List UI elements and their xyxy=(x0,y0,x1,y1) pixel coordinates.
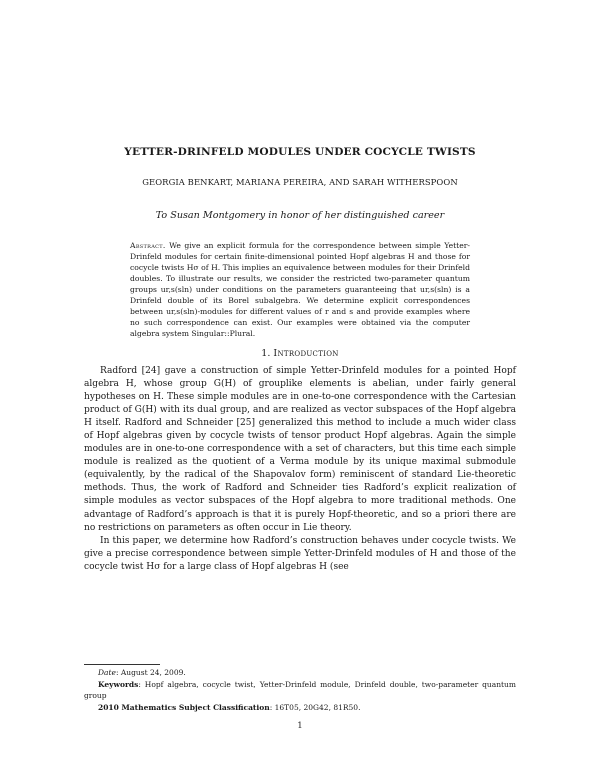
section-heading xyxy=(84,348,516,359)
msc-label: 2010 Mathematics Subject Classification xyxy=(98,702,270,712)
body-text xyxy=(84,365,516,574)
abstract-text: We give an explicit formula for the correspondence between simple Yetter-Drinfeld modules for certain finite-dimensional pointed Hopf algebras H and those for cocycle twists Hσ of H. This implies an equivalence between modules for their Drinfeld doubles. To illustrate our results, we consider the restricted two-parameter quantum groups ur,s(sln) under conditions on the parameters guaranteeing that ur,s(sln) is a Drinfeld double of its Borel subalgebra. We determine explicit correspondences between ur,s(sln)-modules for different values of r and s and provide examples where no such correspondence can exist. Our examples were obtained via the computer algebra system Singular::Plural. xyxy=(130,241,470,339)
footnote-keywords xyxy=(84,679,516,702)
abstract xyxy=(130,240,470,339)
date-label: Date xyxy=(98,668,116,677)
dedication: To Susan Montgomery in honor of her distinguished career xyxy=(155,210,445,221)
paragraph: Radford [24] gave a construction of simple Yetter-Drinfeld modules for a pointed Hopf algebra H, whose group G(H) of grouplike elements is abelian, under fairly general hypotheses on H. These simple modules are in one-to-one correspondence with the Cartesian product of G(H) with its dual group, and are realized as vector subspaces of the Hopf algebra H itself. Radford and Schneider [25] generalized this method to include a much wider class of Hopf algebras given by cocycle twists of tensor product Hopf algebras. Again the simple modules are in one-to-one correspondence with a set of characters, but this time each simple module is realized as the quotient of a Verma module by its unique maximal submodule (equivalently, by the radical of the Shapovalov form) reminiscent of standard Lie-theoretic methods. Thus, the work of Radford and Schneider ties Radford’s explicit realization of simple modules as vector subspaces of the Hopf algebra to more traditional methods. One advantage of Radford’s approach is that it is purely Hopf-theoretic, and so a priori there are no restrictions on parameters as often occur in Lie theory. xyxy=(84,366,516,533)
keywords-value: : Hopf algebra, cocycle twist, Yetter-Drinfeld module, Drinfeld double, two-parameter quantum group xyxy=(84,679,516,701)
author-list: GEORGIA BENKART, MARIANA PEREIRA, AND SARAH WITHERSPOON xyxy=(142,177,458,187)
footnote-date xyxy=(84,667,516,679)
footnote-msc xyxy=(84,702,516,714)
paragraph: In this paper, we determine how Radford’s construction behaves under cocycle twists. We give a precise correspondence between simple Yetter-Drinfeld modules of H and those of the cocycle twist Hσ for a large class of Hopf algebras H (see xyxy=(84,535,516,572)
keywords-label: Keywords xyxy=(98,679,139,689)
section-number: 1. xyxy=(261,348,271,359)
abstract-heading: Abstract. xyxy=(130,241,166,250)
footnotes xyxy=(84,667,516,713)
msc-value: : 16T05, 20G42, 81R50. xyxy=(269,702,361,712)
date-value: : August 24, 2009. xyxy=(115,668,186,677)
paper-title: YETTER-DRINFELD MODULES UNDER COCYCLE TWISTS xyxy=(124,146,476,158)
page-number: 1 xyxy=(297,721,303,731)
section-title: Introduction xyxy=(273,348,339,359)
footnote-rule xyxy=(84,664,160,665)
